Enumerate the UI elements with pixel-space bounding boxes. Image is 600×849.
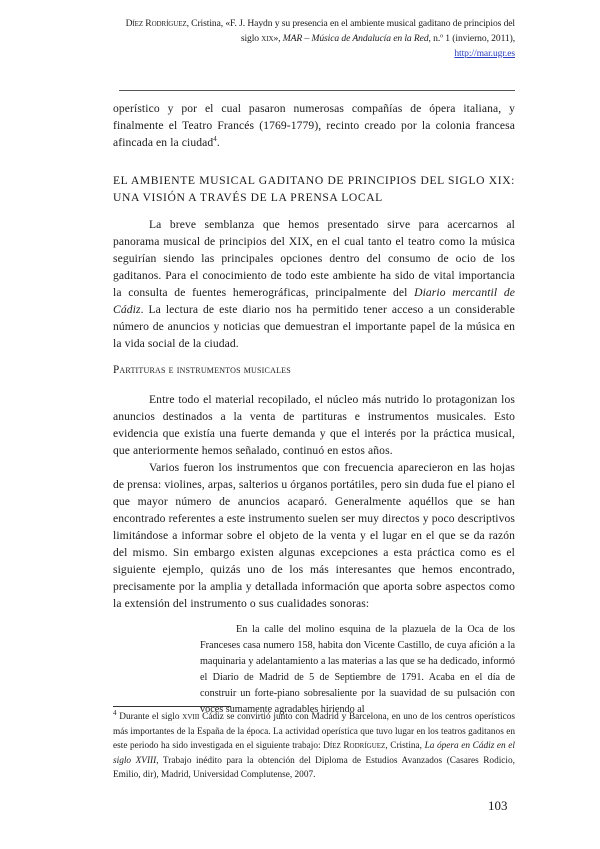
- header-journal: MAR – Música de Andalucía en la Red: [282, 33, 429, 44]
- subsection-heading: Partituras e instrumentos musicales: [113, 364, 291, 376]
- subsection-body: [113, 391, 515, 612]
- footnote-ref-4[interactable]: 4: [213, 135, 217, 144]
- diario-title: Diario mercantil de Cádiz: [113, 286, 515, 316]
- footnote-number: 4: [113, 708, 117, 717]
- footnote-4: $^4$ Durante el siglo xviii Cádiz se convirtió junto con Madrid y Barcelona, en uno de los centros operísticos más importantes de la España de la época. La actividad operística que tuvo lugar en los teatros gaditanos en este periodo ha sido investigada en el siguiente trabajo: Díez Rodríguez, Cristina, La ópera en Cádiz en el siglo XVIII, Trabajo inédito para la obtención del Diploma de Estudios Avanzados (Casares Rodicio, Emilio, dir), Madrid, Universidad Complutense, 2007.: [113, 708, 516, 780]
- quote-text: En la calle del molino esquina de la plazuela de la Oca de los Franceses casa numero 158, habita don Vicente Castillo, de cuya afición a la maquinaria y adelantamiento a las materias a las que se ha dedicado, informó el Diario de Madrid de 5 de Septiembre de 1791. Acaba en el día de construir un forte-piano sobresaliente por la suavidad de su pulsación con voces sumamente agradables hiriendo al: [200, 624, 515, 715]
- header-citation-2: »,: [273, 33, 283, 44]
- section-heading: EL AMBIENTE MUSICAL GADITANO DE PRINCIPIOS DEL SIGLO XIX: UNA VISIÓN A TRAVÉS DE LA PRENSA LOCAL: [113, 174, 515, 204]
- header-citation-1: , Cristina, «F. J. Haydn y su presencia en el ambiente musical gaditano de principios del siglo: [186, 18, 515, 44]
- intro-paragraph: operístico y por el cual pasaron numerosas compañías de ópera italiana, y finalmente el Teatro Francés (1769-1779), recinto creado por la colonia francesa afincada en la ciudad$^4$.: [113, 102, 515, 149]
- header-rule: [119, 90, 515, 91]
- footnote-rule: [113, 706, 231, 707]
- paragraph-1: Entre todo el material recopilado, el núcleo más nutrido lo protagonizan los anuncios destinados a la venta de partituras e instrumentos musicales. Esto evidencia que existía una fuerte demanda y que el interés por la práctica musical, que anteriormente hemos señalado, continuó en estos años.: [113, 393, 515, 457]
- paragraph-2: Varios fueron los instrumentos que con frecuencia aparecieron en las hojas de prensa: violines, arpas, salterios u órganos portátiles, pero sin duda fue el piano el que mayor número de anuncios acaparó. Generalmente aquéllos que se han encontrado referentes a este instrumento suelen ser muy directos y poco descriptivos limitándose a informar sobre el objeto de la venta y el lugar en el que se da razón del mismo. Sin embargo existen algunas excepciones a esta práctica como es el siguiente ejemplo, quizás uno de los más interesantes que hemos encontrado, precisamente por la amplia y detallada información que aporta sobre aspectos como la extensión del instrumento o sus cualidades sonoras:: [113, 461, 515, 610]
- block-quote: [200, 622, 515, 718]
- section-paragraph: La breve semblanza que hemos presentado sirve para acercarnos al panorama musical de principios del XIX, en el cual tanto el teatro como la música seguirían siendo las principales opciones dentro del consumo de ocio de los gaditanos. Para el conocimiento de todo este ambiente ha sido de vital importancia la consulta de fuentes hemerográficas, principalmente del Diario mercantil de Cádiz. La lectura de este diario nos ha permitido tener acceso a un considerable número de anuncios y noticias que demuestran el importante papel de la música en la vida social de la ciudad.: [113, 218, 515, 350]
- running-header: [113, 16, 515, 61]
- header-century: xix: [261, 33, 274, 44]
- footnote-author: Díez Rodríguez: [323, 741, 386, 751]
- footnote-work-title: La ópera en Cádiz en el siglo XVIII: [113, 741, 515, 766]
- page-number: 103: [488, 798, 508, 813]
- header-citation-3: , n.º 1 (invierno, 2011),: [428, 33, 515, 44]
- header-author: Díez Rodríguez: [125, 18, 187, 29]
- intro-text: operístico y por el cual pasaron numerosas compañías de ópera italiana, y finalmente el Teatro Francés (1769-1779), recinto creado por la colonia francesa afincada en la ciudad: [113, 102, 515, 149]
- journal-url-link[interactable]: http://mar.ugr.es: [454, 48, 515, 59]
